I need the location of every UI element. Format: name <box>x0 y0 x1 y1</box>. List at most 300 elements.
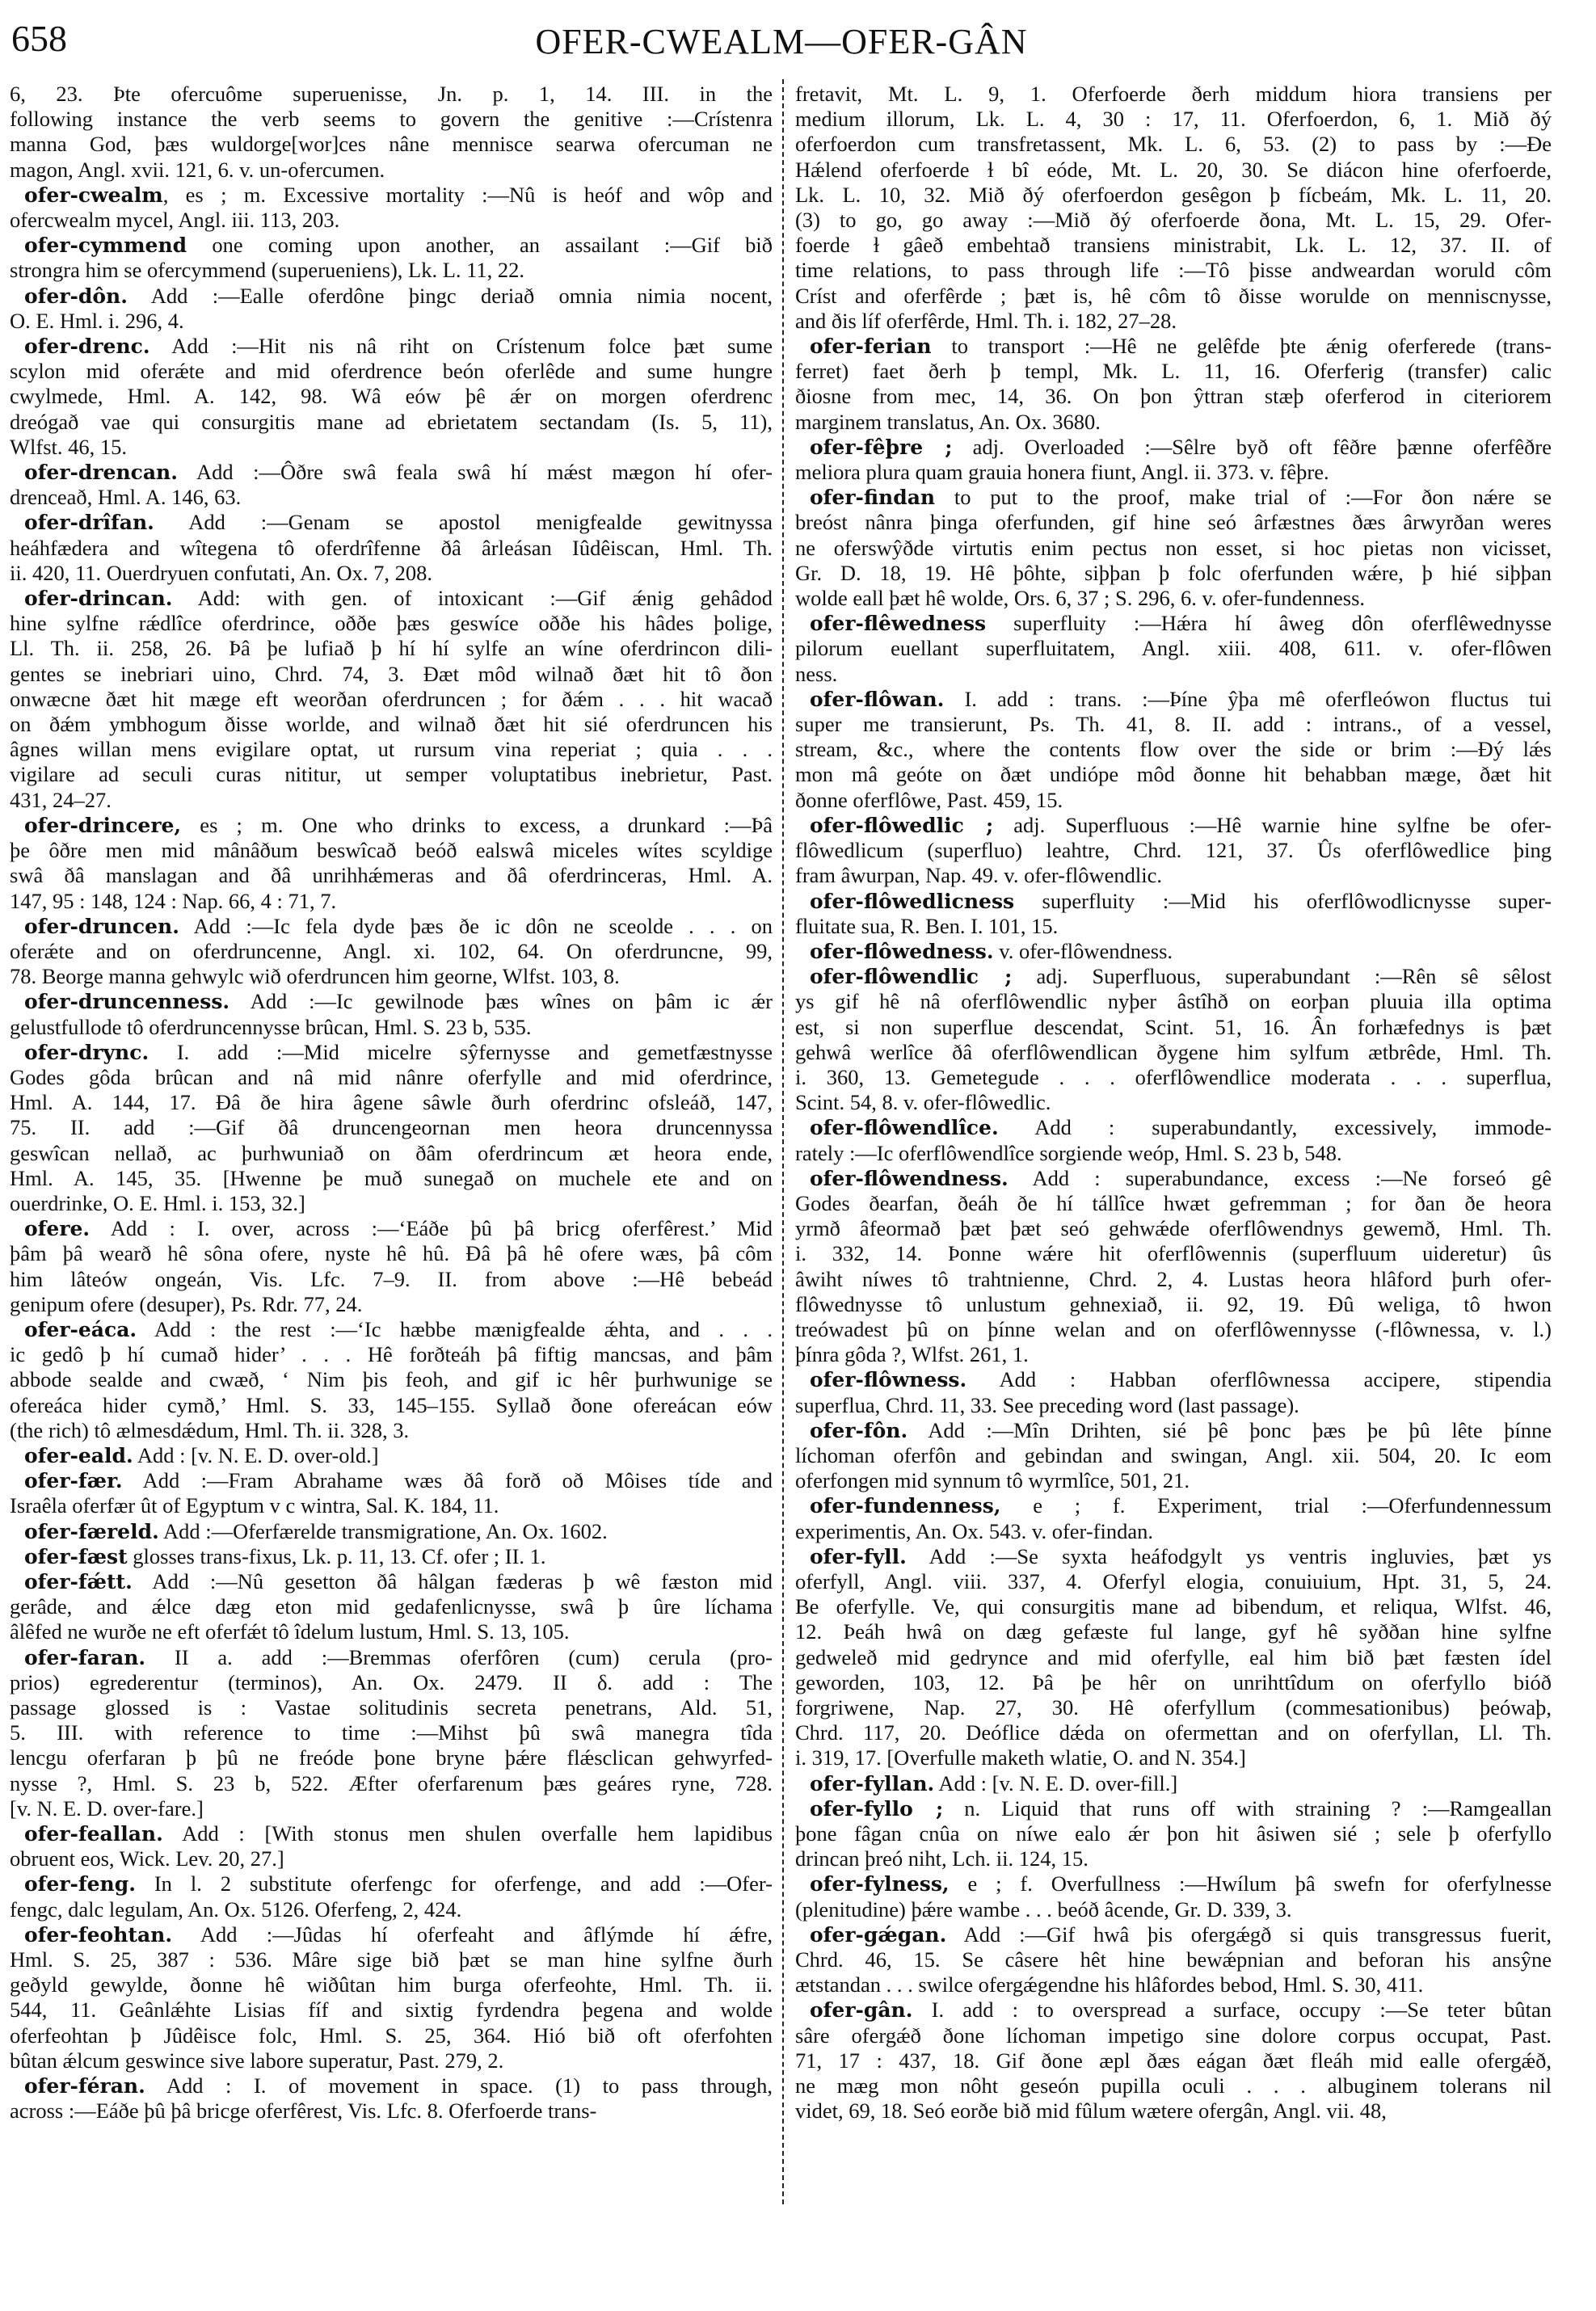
entry-text: Gr. D. 18, 19. Hê þôhte, siþþan þ folc oferfunden wǽre, þ hié siþþan <box>795 560 1552 585</box>
dictionary-entry <box>10 586 773 813</box>
text-line <box>10 1367 773 1392</box>
text-line <box>10 1015 773 1040</box>
dictionary-entry <box>10 1443 773 1468</box>
text-line <box>795 359 1552 384</box>
entry-text: Chrd. 46, 15. Se câsere hêt hine bewǽpnian and beforan his ansŷne <box>795 1947 1552 1972</box>
text-line <box>795 284 1552 309</box>
entry-text: marginem translatus, An. Ox. 3680. <box>795 409 1101 434</box>
entry-text: Wlfst. 46, 15. <box>10 434 127 459</box>
text-line <box>795 712 1552 737</box>
entry-text: adj. Overloaded :—Sêlre byð oft fêðre þænne oferfêðre <box>952 434 1552 459</box>
entry-text: glosses trans-fixus, Lk. p. 11, 13. Cf. ofer ; II. 1. <box>127 1543 546 1568</box>
text-line <box>795 2048 1552 2073</box>
entry-text: following instance the verb seems to govern the genitive :—Crístenra <box>10 107 773 132</box>
entry-text: fengc, dalc legulam, An. Ox. 5126. Oferfeng, 2, 424. <box>10 1896 462 1922</box>
text-line <box>795 762 1552 787</box>
entry-text: fluitate sua, R. Ben. I. 101, 15. <box>795 913 1059 938</box>
entry-text: scylon mid oferǽte and mid oferdrence beón oferlêde and sume hungre <box>10 359 773 384</box>
entry-text: ic gedô þ hí cumað hider’ . . . Hê forðteáh þâ fiftig mancsas, and þâm <box>10 1342 773 1367</box>
dictionary-entry <box>10 1040 773 1216</box>
headword: ofer-flôwendlîce. <box>810 1116 999 1140</box>
left-column <box>10 82 773 2124</box>
dictionary-entry <box>795 1166 1552 1368</box>
text-line <box>10 2073 773 2098</box>
text-line <box>795 687 1552 712</box>
entry-text: II a. add :—Bremmas oferfôren (cum) cerula (pro- <box>145 1644 773 1669</box>
text-line <box>10 788 773 813</box>
text-line <box>10 762 773 787</box>
text-line <box>10 510 773 535</box>
entry-text: geðyld gewylde, ðonne hê wiðûtan him burga oferfeohte, Hml. Th. ii. <box>10 1972 773 1997</box>
entry-text: Add : I. of movement in space. (1) to pass through, <box>145 2073 773 2098</box>
dictionary-entry <box>10 1645 773 1821</box>
entry-text: prios) egrederentur (terminos), An. Ox. 2479. II δ. add : The <box>10 1669 773 1694</box>
text-line <box>10 208 773 233</box>
entry-text: i. 332, 14. Þonne wǽre hit oferflôwennis (superfluum uideretur) ûs <box>795 1241 1552 1266</box>
dictionary-entry <box>795 1997 1552 2124</box>
text-line <box>795 662 1552 687</box>
headword: ofer-flôwan. <box>810 687 945 711</box>
text-line <box>795 183 1552 208</box>
entry-text: þe ôðre men mid mânâðum beswîcað beóð ealswâ miceles wítes scyldige <box>10 838 773 863</box>
entry-text: Add : the rest :—‘Ic hæbbe mænigfealde ǽhta, and . . . <box>137 1316 773 1341</box>
text-line <box>10 284 773 309</box>
text-line <box>795 1821 1552 1846</box>
text-line <box>795 1393 1552 1418</box>
headword: ofer-færeld. <box>24 1519 159 1543</box>
text-line <box>795 1166 1552 1191</box>
text-line <box>795 410 1552 435</box>
headword: ofer-fyllan. <box>810 1771 935 1795</box>
entry-text: adj. Superfluous :—Hê warnie hine sylfne be ofer- <box>993 812 1552 837</box>
text-line <box>10 2048 773 2073</box>
headword: ofer-druncenness. <box>24 990 230 1014</box>
entry-text: ii. 420, 11. Ouerdryuen confutati, An. Ox. 7, 208. <box>10 560 433 585</box>
dictionary-entry <box>10 1871 773 1922</box>
text-line <box>10 1115 773 1140</box>
entry-text: oferfyll, Angl. viii. 337, 4. Oferfyl elogia, conuiuium, Hpt. 31, 5, 24. <box>795 1568 1552 1593</box>
entry-text: Add : [With stonus men shulen overfalle hem lapidibus <box>162 1821 773 1846</box>
entry-text: 6, 23. Þte ofercuôme superuenisse, Jn. p. 1, 14. III. in the <box>10 82 773 106</box>
text-line <box>795 2023 1552 2048</box>
dictionary-entry <box>10 1216 773 1317</box>
entry-text: âgnes willan mens evigilare optat, ut rursum vina reperiat ; quia . . . <box>10 737 773 762</box>
text-line <box>10 1241 773 1266</box>
entry-text: drincan þreó niht, Lch. ii. 124, 15. <box>795 1846 1089 1871</box>
text-line <box>795 1846 1552 1871</box>
text-line <box>795 1544 1552 1569</box>
entry-text: to put to the proof, make trial of :—For ðon nǽre se <box>935 485 1552 510</box>
entry-text: forgriwene, Nap. 27, 30. Hê oferfyllum (commesationibus) þeówaþ, <box>795 1695 1552 1720</box>
text-line <box>10 1493 773 1518</box>
headword: ofer-fær. <box>24 1469 123 1493</box>
entry-text: meliora plura quam grauia honera fiunt, Angl. ii. 373. v. fêþre. <box>795 460 1329 485</box>
entry-text: Hml. S. 25, 387 : 536. Mâre sige bið þæt se man hine sylfne ðurh <box>10 1947 773 1972</box>
entry-text: Add :—Mîn Drihten, sié þê þonc þæs þe þû lête þínne <box>907 1417 1552 1442</box>
text-line <box>10 1997 773 2023</box>
entry-text: Add :—Oferfærelde transmigratione, An. Ox. 1602. <box>158 1518 608 1543</box>
entry-text: one coming upon another, an assailant :—Gif bið <box>187 233 773 258</box>
entry-text: swâ ðâ manslagan and ðâ unrihhǽmeras and ðâ oferdrinceras, Hml. A. <box>10 863 773 888</box>
text-line <box>10 939 773 964</box>
entry-text: foerde ɫ gâeð embehtað transiens ministrabit, Lk. L. 12, 37. II. of <box>795 233 1552 258</box>
text-line <box>10 636 773 661</box>
entry-text: medium illorum, Lk. L. 4, 30 : 17, 11. Oferfoerdon, 6, 1. Mið ðý <box>795 107 1552 132</box>
text-line <box>795 1468 1552 1493</box>
entry-text: nysse ?, Hml. S. 23 b, 522. Æfter oferfarenum þæs geáres ryne, 728. <box>10 1770 773 1795</box>
text-line <box>10 82 773 107</box>
text-line <box>795 1871 1552 1896</box>
dictionary-entry <box>10 183 773 233</box>
text-line <box>795 1292 1552 1317</box>
text-line <box>795 636 1552 661</box>
text-line <box>795 2073 1552 2098</box>
dictionary-entry <box>10 914 773 990</box>
dictionary-entry <box>795 1367 1552 1417</box>
text-line <box>10 1947 773 1972</box>
entry-text: Add :—Ôðre swâ feala swâ hí mǽst mægon hí ofer- <box>177 460 773 485</box>
entry-text: ouerdrinke, O. E. Hml. i. 153, 32.] <box>10 1190 305 1215</box>
text-line <box>795 914 1552 939</box>
text-line <box>795 158 1552 183</box>
text-line <box>10 158 773 183</box>
entry-text: es ; m. One who drinks to excess, a drunkard :—Þâ <box>181 812 773 837</box>
text-line <box>10 233 773 258</box>
text-line <box>795 1267 1552 1292</box>
entry-text: 71, 17 : 437, 18. Gif ðone æpl ðæs eágan ðæt fleáh mid ealle ofergǽð, <box>795 2048 1552 2073</box>
entry-text: Godes ðearfan, ðeáh ðe hí tállîce hwæt gefremman ; for ðan ðe heora <box>795 1190 1552 1215</box>
text-line <box>795 1040 1552 1065</box>
text-line <box>10 1468 773 1493</box>
entry-text: ofercwealm mycel, Angl. iii. 113, 203. <box>10 208 340 233</box>
text-line <box>10 1972 773 1997</box>
entry-text: [v. N. E. D. over-fare.] <box>10 1795 204 1821</box>
text-line <box>795 309 1552 334</box>
headword: ofer-drîfan. <box>24 511 154 535</box>
entry-text: ne oferswŷðde virtutis enim pectus non esset, si hoc pietas non vicisset, <box>795 535 1552 560</box>
text-line <box>10 1569 773 1594</box>
text-line <box>795 611 1552 636</box>
text-line <box>10 989 773 1014</box>
text-line <box>10 561 773 586</box>
entry-text: 431, 24–27. <box>10 787 112 812</box>
entry-text: genipum ofere (desuper), Ps. Rdr. 77, 24. <box>10 1291 363 1316</box>
text-line <box>10 712 773 737</box>
entry-text: (plenitudine) þǽre wambe . . . beóð âcende, Gr. D. 339, 3. <box>795 1896 1292 1922</box>
text-line <box>795 1191 1552 1216</box>
entry-text: (the rich) tô ælmesdǽdum, Hml. Th. ii. 328, 3. <box>10 1417 410 1442</box>
entry-text: ðonne oferflôwe, Past. 459, 15. <box>795 787 1063 812</box>
entry-text: superfluity :—Mid his oferflôwodlicnysse super- <box>1014 888 1552 913</box>
text-line <box>795 1796 1552 1821</box>
text-line <box>795 1519 1552 1544</box>
text-line <box>795 1947 1552 1972</box>
dictionary-entry <box>10 813 773 914</box>
dictionary-entry <box>795 435 1552 485</box>
dictionary-entry <box>10 1569 773 1645</box>
headword: ofer-feallan. <box>24 1822 163 1846</box>
text-line <box>795 1997 1552 2023</box>
entry-text: líchoman oferfôn and gebindan and swingan, Angl. xii. 504, 20. Ic eom <box>795 1442 1552 1467</box>
entry-text: vigilare ad seculi curas nititur, ut semper voluptatibus inebrietur, Past. <box>10 762 773 787</box>
text-line <box>795 435 1552 460</box>
text-line <box>10 1342 773 1367</box>
entry-text: ofereáca hider cymð,’ Hml. S. 33, 145–155. Syllað ðone ofereácan eów <box>10 1392 773 1417</box>
entry-text: geworden, 103, 12. Þâ þe hêr on unrihttîdum on oferfyllo bióð <box>795 1669 1552 1694</box>
text-line <box>10 1267 773 1292</box>
headword: ofer-eald. <box>24 1443 133 1467</box>
entry-text: 75. II. add :—Gif ðâ druncengeornan men heora druncennyssa <box>10 1115 773 1140</box>
text-line <box>795 1418 1552 1443</box>
entry-text: est, si non superflue descendat, Scint. 51, 16. Ân forhæfednys is þæt <box>795 1014 1552 1039</box>
entry-text: ness. <box>795 661 838 686</box>
text-line <box>10 1796 773 1821</box>
entry-text: oferfeohtan þ Jûdêisce folc, Hml. S. 25, 364. Hió bið oft oferfohten <box>10 2023 773 2048</box>
entry-text: âwiht níwes tô trahtnienne, Chrd. 2, 4. Lustas heora hlâford þurh ofer- <box>795 1266 1552 1291</box>
text-line <box>10 889 773 914</box>
text-line <box>795 989 1552 1014</box>
entry-text: I. add :—Mid micelre sŷfernysse and gemetfæstnysse <box>149 1039 773 1064</box>
entry-text: ys gif hê nâ oferflôwendlic nyþer âstîhð on eorþan pluuia illa optima <box>795 989 1552 1014</box>
entry-text: âlêfed ne wurðe ne eft oferfǽt tô îdelum lustum, Hml. S. 13, 105. <box>10 1619 570 1644</box>
entry-text: ðiosne from mec, 14, 36. On þon ŷttran stæþ oferferod in citeriorem <box>795 384 1552 409</box>
entry-text: O. E. Hml. i. 296, 4. <box>10 308 184 333</box>
text-line <box>10 1695 773 1720</box>
text-line <box>10 1418 773 1443</box>
text-line <box>795 536 1552 561</box>
dictionary-entry <box>795 1771 1552 1796</box>
text-line <box>10 1897 773 1922</box>
entry-text: gerâde, and ǽlce dæg eton mid gedafenlicnysse, swâ þ ûre líchama <box>10 1594 773 1619</box>
dictionary-entry <box>795 1544 1552 1771</box>
entry-text: Add :—Nû gesetton ðâ hâlgan fæderas þ wê fæston mid <box>132 1568 773 1593</box>
text-line <box>10 1922 773 1947</box>
text-line <box>10 611 773 636</box>
text-line <box>10 964 773 989</box>
entry-text: superflua, Chrd. 11, 33. See preceding word (last passage). <box>795 1392 1299 1417</box>
text-line <box>10 536 773 561</box>
entry-text: Scint. 54, 8. v. ofer-flôwedlic. <box>795 1090 1051 1115</box>
entry-text: Add : Habban oferflôwnessa accipere, stipendia <box>966 1367 1552 1392</box>
text-line <box>795 1645 1552 1670</box>
entry-text: In l. 2 substitute oferfengc for oferfenge, and add :—Ofer- <box>135 1871 773 1896</box>
text-line <box>10 863 773 888</box>
entry-text: gehwâ werlîce ðâ oferflôwendlican ðygene him sylfum ætbrêde, Hml. Th. <box>795 1039 1552 1064</box>
text-line <box>795 1922 1552 1947</box>
dictionary-entry <box>795 1493 1552 1543</box>
text-line <box>795 737 1552 762</box>
entry-text: hine sylfne rǽdlîce oferdrince, oððe þæs geswíce oððe his hâdes þolige, <box>10 611 773 636</box>
dictionary-entry <box>10 1544 773 1569</box>
text-line <box>795 939 1552 964</box>
headword: ofer-feohtan. <box>24 1922 173 1947</box>
entry-text: 12. Þeáh hwâ on dæg gefæste ful lange, gyf hê syððan hine sylfne <box>795 1619 1552 1644</box>
entry-text: Lk. L. 10, 32. Mið ðý oferfoerdon gesêgon þ fícbeám, Mk. L. 11, 20. <box>795 182 1552 207</box>
text-line <box>10 258 773 283</box>
text-line <box>795 1065 1552 1090</box>
text-line <box>10 359 773 384</box>
entry-text: geswîcan nellað, ac þurhwuniað on ðâm oferdrincum æt heora ende, <box>10 1140 773 1165</box>
entry-text: Add: with gen. of intoxicant :—Gif ǽnig gehâdod <box>172 586 773 611</box>
entry-text: , es ; m. Excessive mortality :—Nû is heóf and wôp and <box>162 182 773 207</box>
headword: ofer-gân. <box>810 1998 913 2023</box>
entry-text: Add :—Genam se apostol menigfealde gewitnyssa <box>154 510 773 535</box>
entry-text: sâre ofergǽð ðone líchoman impetigo sine dolore corpus occupat, Past. <box>795 2023 1552 2048</box>
entry-text: time relations, to pass through life :—Tô þisse andweardan woruld côm <box>795 258 1552 283</box>
dictionary-entry <box>10 1317 773 1443</box>
text-line <box>10 586 773 611</box>
headword: ofer-ferian <box>810 335 932 359</box>
entry-text: yrmð âfeormað þæt þæt seó gehwǽde oferflôwendnys gewemð, Hml. Th. <box>795 1216 1552 1241</box>
text-line <box>10 107 773 132</box>
entry-text: onwæcne ðæt hit mæge eft weorðan oferdruncen ; for ðǽm . . . hit wacað <box>10 686 773 711</box>
entry-text: pilorum euellant superfluitatem, Angl. xiii. 408, 611. v. ofer-flôwen <box>795 636 1552 661</box>
headword: ofer-fôn. <box>810 1418 908 1442</box>
text-line <box>10 410 773 435</box>
headword: ofer-dôn. <box>24 284 128 308</box>
text-line <box>795 1342 1552 1367</box>
text-line <box>10 132 773 157</box>
entry-text: 5. III. with reference to time :—Mihst þû swâ manegra tîda <box>10 1720 773 1745</box>
entry-text: Godes gôda brûcan and nâ mid nânre oferfylle and mid oferdrince, <box>10 1064 773 1089</box>
entry-text: ferret) faet ðerh þ templ, Mk. L. 11, 16. Oferferig (transfer) calic <box>795 359 1552 384</box>
entry-text: ætstandan . . . swilce ofergǽgendne his hlâfordes bebod, Hml. S. 30, 411. <box>795 1972 1424 1997</box>
running-head: OFER-CWEALM—OFER-GÂN <box>535 22 1028 61</box>
text-line <box>10 1216 773 1241</box>
headword: ofer-feng. <box>24 1872 136 1896</box>
dictionary-entry <box>795 939 1552 964</box>
text-line <box>795 1141 1552 1166</box>
text-line <box>10 1519 773 1544</box>
text-line <box>795 788 1552 813</box>
text-line <box>795 485 1552 510</box>
entry-text: Add :—Ic gewilnode þæs wînes on þâm ic ǽr <box>230 989 773 1014</box>
dictionary-entry <box>795 964 1552 1115</box>
headword: ofer-fyll. <box>810 1544 907 1568</box>
text-line <box>795 258 1552 283</box>
headword: ofer-drincere, <box>24 813 182 837</box>
dictionary-entry <box>10 233 773 283</box>
dictionary-entry <box>795 1418 1552 1494</box>
text-line <box>795 1493 1552 1518</box>
text-line <box>10 435 773 460</box>
text-line <box>795 1720 1552 1745</box>
text-line <box>10 1846 773 1871</box>
entry-text: gelustfullode tô oferdruncennysse brûcan, Hml. S. 23 b, 535. <box>10 1014 532 1039</box>
entry-text: breóst nânra þinga oferfunden, gif hine seó ârfæstnes ðæs ârwyrðan weres <box>795 510 1552 535</box>
dictionary-entry <box>795 813 1552 889</box>
headword: ofer-flôwendness. <box>810 1166 1009 1190</box>
text-line <box>10 384 773 409</box>
text-line <box>10 1393 773 1418</box>
text-line <box>10 334 773 359</box>
entry-text: Add : [v. N. E. D. over-fill.] <box>934 1770 1178 1795</box>
entry-text: ne mæg mon nôht geseón pupilla oculi . . . albuginem tolerans nil <box>795 2073 1552 2098</box>
entry-text: Hǽlend oferfoerde ɫ bî eóde, Mt. L. 20, 30. Se diácon hine oferfoerde, <box>795 157 1552 182</box>
entry-text: fretavit, Mt. L. 9, 1. Oferfoerde ðerh middum hiora transiens per <box>795 82 1552 106</box>
text-line <box>795 1115 1552 1140</box>
text-line <box>795 1367 1552 1392</box>
text-line <box>795 889 1552 914</box>
headword: ofer-fǽtt. <box>24 1569 133 1593</box>
headword: ofere. <box>24 1217 91 1241</box>
entry-text: Add : superabundantly, excessively, immode- <box>998 1115 1552 1140</box>
headword: ofer-flôwedness. <box>810 939 994 963</box>
text-line <box>795 586 1552 611</box>
entry-continuation <box>795 82 1552 334</box>
dictionary-entry <box>795 334 1552 435</box>
entry-text: super me transierunt, Ps. Th. 41, 8. II. add : intrans., of a vessel, <box>795 712 1552 737</box>
text-line <box>10 1040 773 1065</box>
entry-text: rately :—Ic oferflôwendlîce sorgiende weóp, Hml. S. 23 b, 548. <box>795 1140 1342 1165</box>
dictionary-entry <box>10 460 773 510</box>
text-line <box>10 2023 773 2048</box>
headword: ofer-fylness, <box>810 1872 950 1896</box>
text-line <box>795 1771 1552 1796</box>
text-line <box>795 1241 1552 1266</box>
headword: ofer-findan <box>810 486 936 510</box>
page-header <box>11 15 1552 71</box>
text-line <box>795 1897 1552 1922</box>
entry-text: Chrd. 117, 20. Deóflice dǽda on ofermettan and on oferfyllan, Ll. Th. <box>795 1720 1552 1745</box>
entry-text: and ðis líf oferfêrde, Hml. Th. i. 182, 27–28. <box>795 308 1177 333</box>
entry-text: passage glossed is : Vastae solitudinis secreta penetrans, Ald. 51, <box>10 1695 773 1720</box>
entry-text: I. add : to overspread a surface, occupy :—Se teter bûtan <box>912 1997 1552 2023</box>
dictionary-entry <box>795 1796 1552 1872</box>
text-line <box>795 863 1552 888</box>
entry-text: Críst and oferfêrde ; þæt is, hê côm tô ðisse worulde on menniscnysse, <box>795 283 1552 308</box>
entry-text: adj. Superfluous, superabundant :—Rên sê sêlost <box>1012 964 1552 989</box>
column-divider <box>782 79 784 2204</box>
text-line <box>795 813 1552 838</box>
text-line <box>10 1292 773 1317</box>
entry-text: 544, 11. Geânlǽhte Lisias fíf and sixtig fyrdendra þegena and wolde <box>10 1997 773 2023</box>
entry-text: oferfongen mid synnum tô wyrmlîce, 501, 21. <box>795 1468 1190 1493</box>
headword: ofer-fêþre ; <box>810 435 953 459</box>
headword: ofer-cymmend <box>24 234 187 258</box>
entry-text: drenceað, Hml. A. 146, 63. <box>10 485 242 510</box>
entry-text: Add :—Hit nis nâ riht on Crístenum folce þæt sume <box>149 334 773 359</box>
dictionary-entry <box>795 1922 1552 1998</box>
dictionary-entry <box>795 485 1552 611</box>
entry-text: 78. Beorge manna gehwylc wið oferdruncen him georne, Wlfst. 103, 8. <box>10 964 620 989</box>
entry-text: treówadest þû on þínne welan and on oferflôwennysse (-flôwnessa, v. l.) <box>795 1316 1552 1341</box>
entry-text: lencgu oferfaran þ þû ne freóde þone bryne þǽre flǽsclican gehwyrfed- <box>10 1745 773 1770</box>
entry-text: Israêla oferfær ût of Egyptum v c wintra, Sal. K. 184, 11. <box>10 1493 499 1518</box>
entry-text: i. 360, 13. Gemetegude . . . oferflôwendlice moderata . . . superflua, <box>795 1064 1552 1089</box>
text-line <box>10 737 773 762</box>
entry-text: e ; f. Overfullness :—Hwílum þâ swefn for oferfylnesse <box>949 1871 1552 1896</box>
headword: ofer-drenc. <box>24 335 150 359</box>
dictionary-entry <box>795 611 1552 687</box>
text-line <box>795 107 1552 132</box>
entry-text: to transport :—Hê ne gelêfde þte ǽnig oferferede (trans- <box>931 334 1552 359</box>
entry-text: gentes se inebriari uino, Chrd. 74, 3. Ðæt môd wilnað ðæt hit tô ðon <box>10 661 773 686</box>
text-line <box>10 1619 773 1644</box>
text-line <box>10 1191 773 1216</box>
dictionary-entry <box>10 1821 773 1871</box>
entry-text: across :—Eáðe þû þâ bricge oferfêrest, Vis. Lfc. 8. Oferfoerde trans- <box>10 2098 597 2124</box>
text-line <box>10 662 773 687</box>
headword: ofer-faran. <box>24 1645 146 1669</box>
dictionary-entry <box>795 1871 1552 1922</box>
entry-text: Ll. Th. ii. 258, 26. Þâ þe lufiað þ hí hí sylfe an wíne oferdrincon dili- <box>10 636 773 661</box>
text-line <box>795 1670 1552 1695</box>
headword: ofer-flôwness. <box>810 1368 967 1392</box>
text-line <box>795 233 1552 258</box>
text-line <box>795 1695 1552 1720</box>
text-line <box>795 1619 1552 1644</box>
